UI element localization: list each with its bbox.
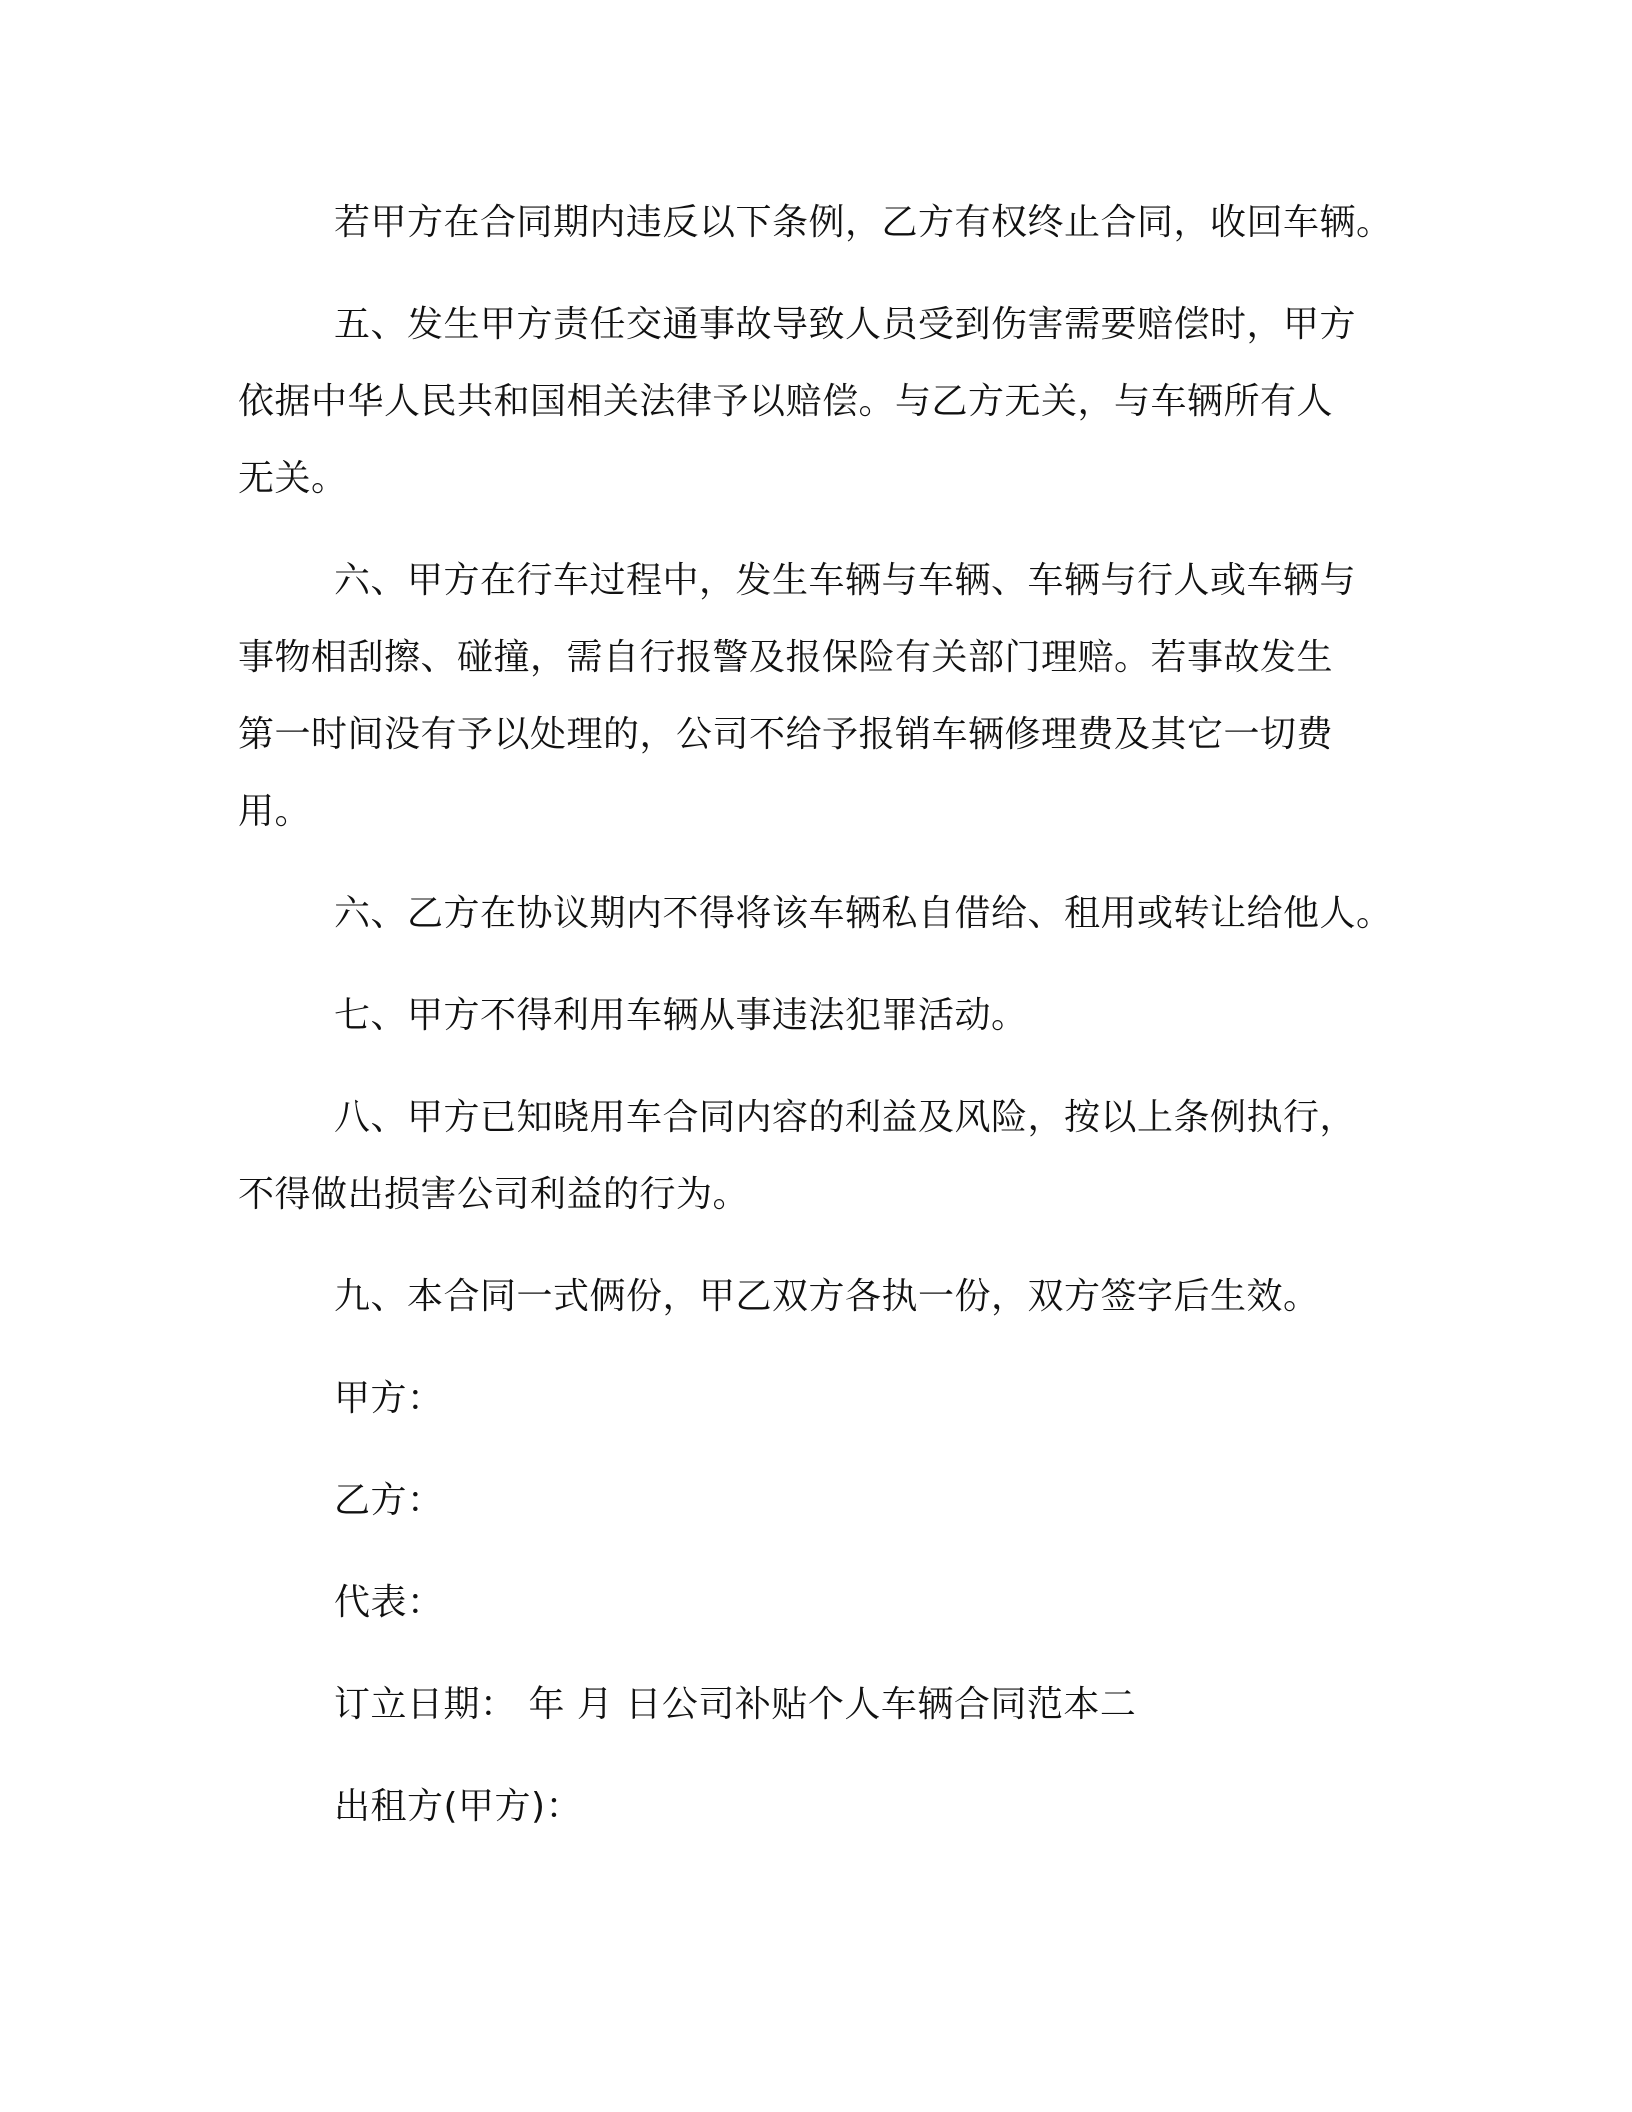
text-line: 不得做出损害公司利益的行为。 bbox=[238, 1174, 750, 1215]
text-line: 用。 bbox=[238, 791, 312, 832]
paragraph-clause-5 bbox=[238, 286, 1398, 517]
paragraph-clause-7 bbox=[238, 977, 1398, 1054]
text-line: 七、甲方不得利用车辆从事违法犯罪活动。 bbox=[334, 995, 1028, 1036]
text-line: 无关。 bbox=[238, 458, 348, 499]
paragraph-clause-9 bbox=[238, 1258, 1398, 1335]
paragraph-termination-clause bbox=[238, 184, 1398, 261]
text-line: 九、本合同一式俩份，甲乙双方各执一份，双方签字后生效。 bbox=[334, 1276, 1320, 1317]
signature-representative: 代表： bbox=[334, 1582, 444, 1623]
text-line: 依据中华人民共和国相关法律予以赔偿。与乙方无关，与车辆所有人 bbox=[238, 381, 1334, 422]
text-line: 六、甲方在行车过程中，发生车辆与车辆、车辆与行人或车辆与 bbox=[334, 560, 1357, 601]
paragraph-clause-6b bbox=[238, 875, 1398, 952]
signature-lessor: 出租方(甲方)： bbox=[334, 1786, 583, 1827]
text-line: 第一时间没有予以处理的，公司不给予报销车辆修理费及其它一切费 bbox=[238, 714, 1334, 755]
text-line: 八、甲方已知晓用车合同内容的利益及风险，按以上条例执行， bbox=[334, 1097, 1357, 1138]
document-body bbox=[238, 184, 1398, 1870]
text-line: 五、发生甲方责任交通事故导致人员受到伤害需要赔偿时，甲方 bbox=[334, 304, 1357, 345]
text-line: 事物相刮擦、碰撞，需自行报警及报保险有关部门理赔。若事故发生 bbox=[238, 637, 1334, 678]
signature-party-a: 甲方： bbox=[334, 1378, 444, 1419]
text-line: 六、乙方在协议期内不得将该车辆私自借给、租用或转让给他人。 bbox=[334, 893, 1393, 934]
signature-party-b: 乙方： bbox=[334, 1480, 444, 1521]
paragraph-clause-8 bbox=[238, 1079, 1398, 1233]
paragraph-clause-6a bbox=[238, 542, 1398, 850]
text-line: 若甲方在合同期内违反以下条例，乙方有权终止合同，收回车辆。 bbox=[334, 202, 1393, 243]
signature-date-line: 订立日期： 年 月 日公司补贴个人车辆合同范本二 bbox=[334, 1684, 1137, 1725]
